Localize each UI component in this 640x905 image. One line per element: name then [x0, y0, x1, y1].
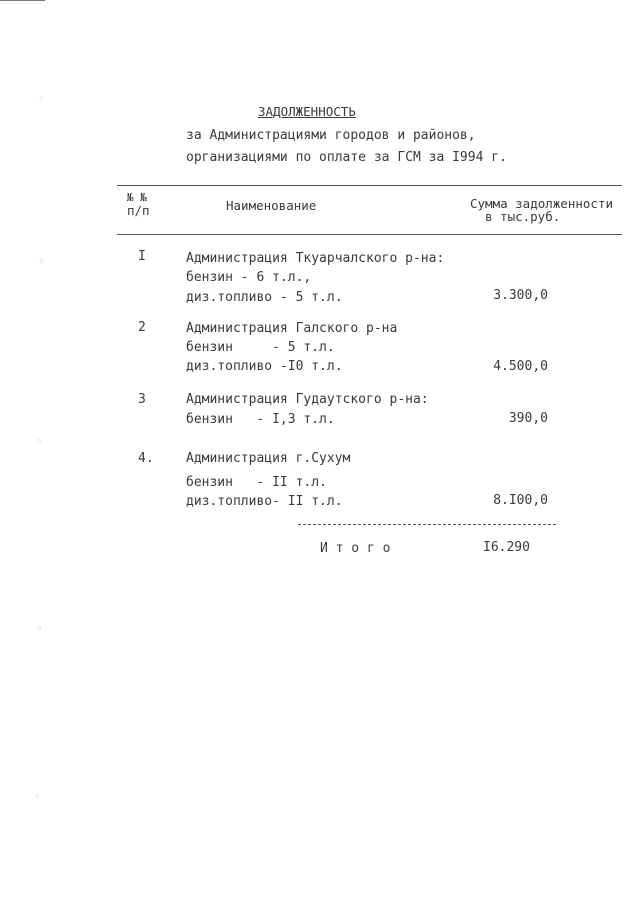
- row-name-line: бензин - 6 т.л.,: [186, 270, 312, 285]
- row-number: I: [138, 249, 146, 264]
- row-amount: 3.300,0: [493, 288, 548, 303]
- row-amount: 390,0: [508, 411, 548, 426]
- header-num-line-2: п/п: [127, 203, 150, 218]
- row-name-line: бензин - II т.л.: [186, 475, 327, 490]
- row-number: 3: [138, 392, 146, 407]
- header-sum-line-2: в тыс.руб.: [485, 209, 561, 224]
- row-name-line: бензин - 5 т.л.: [186, 340, 335, 355]
- page-edge-mark: [0, 0, 45, 1]
- row-name-line: Администрация Ткуарчалского р-на:: [186, 251, 445, 266]
- row-name-line: диз.топливо - 5 т.л.: [186, 290, 343, 305]
- scan-speck: ◦: [38, 92, 45, 105]
- row-amount: 4.500,0: [493, 359, 548, 374]
- scan-speck: ◦: [36, 435, 43, 448]
- total-label: И т о г о: [320, 541, 391, 556]
- row-name-line: диз.топливо -I0 т.л.: [186, 359, 343, 374]
- row-name-line: диз.топливо- II т.л.: [186, 494, 343, 509]
- header-name: Наименование: [226, 198, 317, 213]
- row-name-line: Администрация г.Сухум: [186, 451, 351, 466]
- row-amount: 8.I00,0: [493, 493, 548, 508]
- header-sum-line-1: Сумма задолженности: [470, 196, 613, 211]
- row-number: 4.: [138, 451, 154, 466]
- total-separator-rule: [298, 524, 556, 525]
- document-subtitle-line-1: за Администрациями городов и районов,: [186, 128, 476, 143]
- header-num-line-1: № №: [127, 191, 147, 204]
- row-number: 2: [138, 320, 146, 335]
- document-subtitle-line-2: организациями по оплате за ГСМ за I994 г.: [186, 150, 507, 165]
- total-value: I6.290: [483, 540, 530, 555]
- scan-speck: ◦: [34, 790, 41, 803]
- document-title: ЗАДОЛЖЕННОСТЬ: [258, 104, 356, 119]
- scan-speck: ◦: [38, 255, 45, 268]
- table-header-rule: [117, 234, 622, 235]
- scan-speck: ◦: [36, 622, 43, 635]
- row-name-line: Администрация Гудаутского р-на:: [186, 392, 429, 407]
- row-name-line: бензин - I,3 т.л.: [186, 412, 335, 427]
- row-name-line: Администрация Галского р-на: [186, 321, 398, 336]
- table-top-rule: [117, 185, 622, 186]
